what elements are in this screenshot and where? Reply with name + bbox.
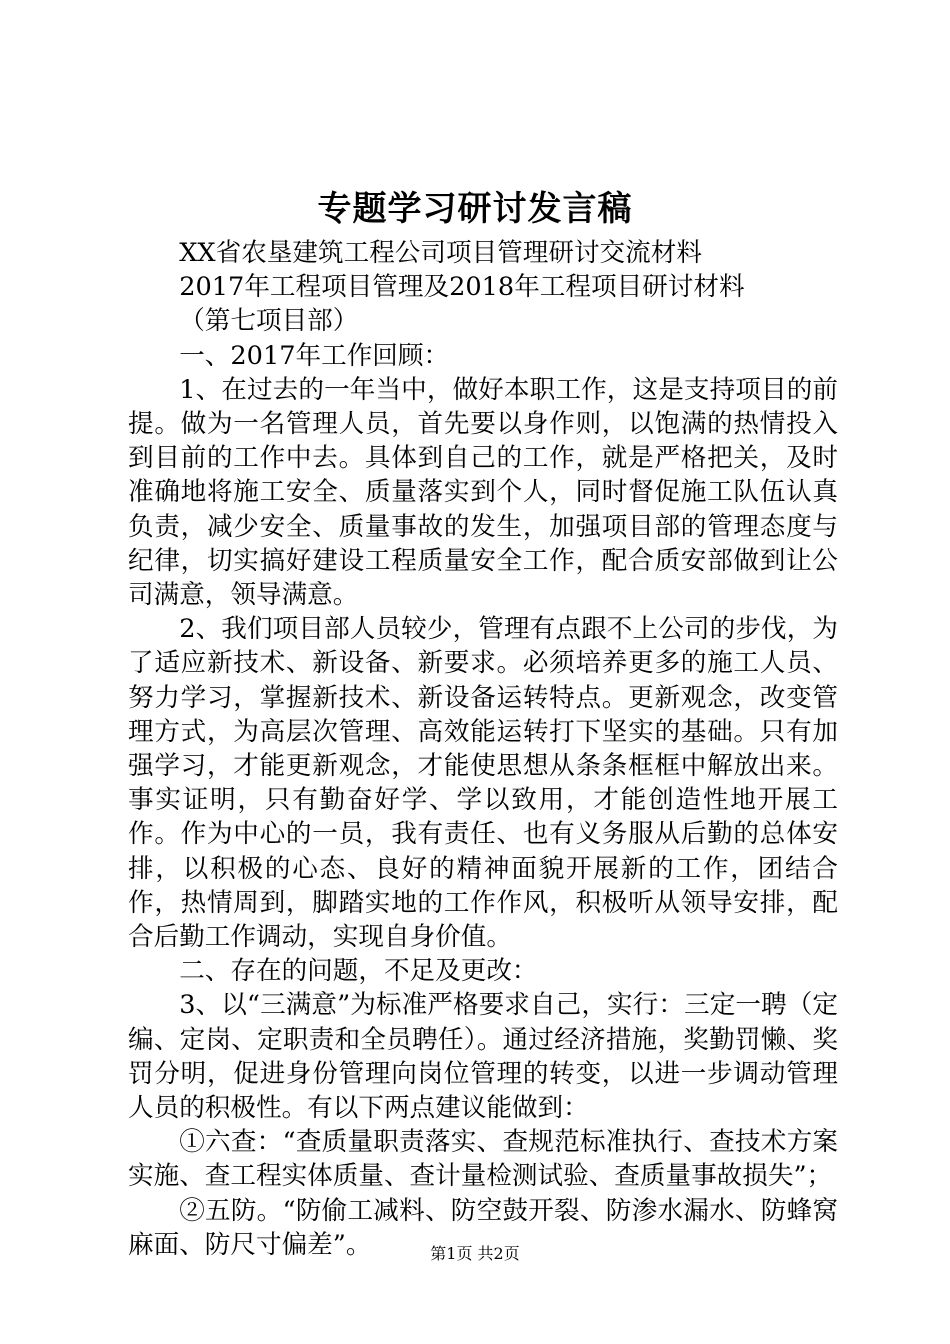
paragraph-six-checks: ①六查：“查质量职责落实、查规范标准执行、查技术方案实施、查工程实体质量、查计量检测试验、查质量事故损失”； [128, 1127, 838, 1192]
section-heading-problems: 二、存在的问题，不足及更改： [179, 956, 538, 987]
paragraph-five-preventions: ②五防。“防偷工减料、防空鼓开裂、防渗水漏水、防蜂窝麻面、防尺寸偏差”。 [128, 1195, 838, 1260]
paragraph-item-1: 1、在过去的一年当中，做好本职工作，这是支持项目的前提。做为一名管理人员，首先要以身作则，以饱满的热情投入到目前的工作中去。具体到自己的工作，就是严格把关，及时准确地将施工安全、质量落实到个人，同时督促施工队伍认真负责，减少安全、质量事故的发生，加强项目部的管理态度与纪律，切实搞好建设工程质量安全工作，配合质安部做到让公司满意，领导满意。 [128, 374, 838, 611]
paragraph-subject-heading: 2017年工程项目管理及2018年工程项目研讨材料 [179, 272, 745, 303]
document-body [128, 236, 838, 1262]
paragraph-department: （第七项目部） [179, 306, 359, 337]
document-title: 专题学习研讨发言稿 [317, 189, 633, 229]
paragraph-item-2: 2、我们项目部人员较少，管理有点跟不上公司的步伐，为了适应新技术、新设备、新要求。必须培养更多的施工人员、努力学习，掌握新技术、新设备运转特点。更新观念，改变管理方式，为高层次管理、高效能运转打下坚实的基础。只有加强学习，才能更新观念，才能使思想从条条框框中解放出来。事实证明，只有勤奋好学、学以致用，才能创造性地开展工作。作为中心的一员，我有责任、也有义务服从后勤的总体安排，以积极的心态、良好的精神面貌开展新的工作，团结合作，热情周到，脚踏实地的工作作风，积极听从领导安排，配合后勤工作调动，实现自身价值。 [128, 614, 838, 953]
paragraph-org-heading: XX省农垦建筑工程公司项目管理研讨交流材料 [179, 238, 702, 268]
paragraph-item-3: 3、以“三满意”为标准严格要求自己，实行：三定一聘（定编、定岗、定职责和全员聘任）。通过经济措施，奖勤罚懒、奖罚分明，促进身份管理向岗位管理的转变，以进一步调动管理人员的积极性。有以下两点建议能做到： [128, 990, 838, 1124]
page-number-footer: 第1页 共2页 [430, 1244, 520, 1263]
section-heading-review: 一、2017年工作回顾： [179, 340, 450, 371]
